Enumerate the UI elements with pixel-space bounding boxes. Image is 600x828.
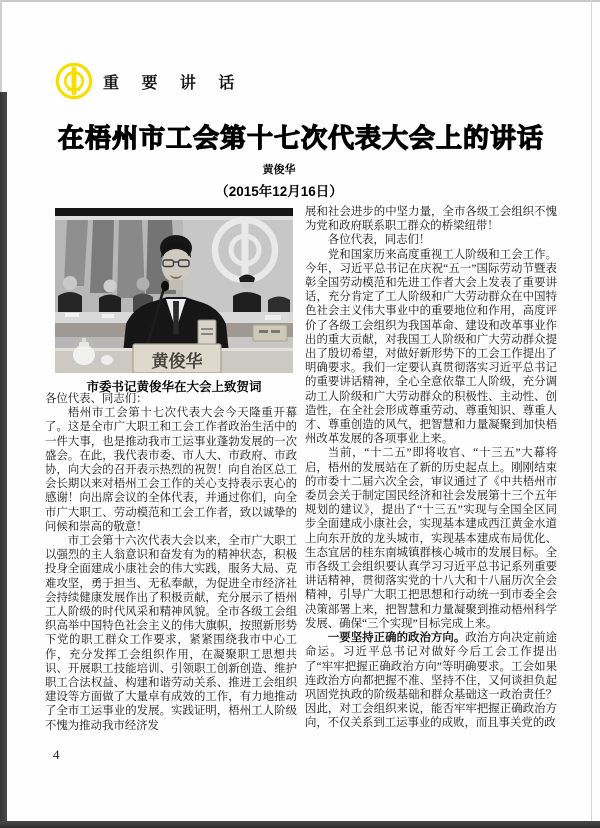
article-author: 黄俊华 — [262, 164, 296, 176]
scan-edge-right — [591, 0, 592, 828]
article-title: 在梧州市工会第十七次代表大会上的讲话 — [57, 123, 544, 153]
right-column — [305, 205, 557, 731]
page-number: 4 — [53, 747, 60, 762]
paragraph-right-3 — [305, 631, 557, 730]
salutation-left: 各位代表、同志们： — [45, 393, 148, 405]
section-lead: 一要坚持正确的政治方向。 — [327, 632, 466, 645]
photo-caption: 市委书记黄俊华在大会上致贺词 — [86, 380, 262, 394]
congress-photo — [55, 208, 293, 373]
section-label: 重 要 讲 话 — [103, 74, 244, 92]
paragraph-left-1: 梧州市工会第十七次代表大会今天隆重开幕了。这是全市广大职工和工会工作者政治生活中的一件大事，也是推动我市工运事业蓬勃发展的一次盛会。在此，我代表市委、市人大、市政府、市政协，向大会的召开表示热烈的祝贺！向自治区总工会长期以来对梧州工会工作的关心支持表示衷心的感谢！向出席会议的全体代表，并通过你们，向全市广大职工、劳动模范和工会工作者，致以诚挚的问候和崇高的敬意！ — [45, 407, 297, 533]
photo-nameplate: 黄俊华 — [151, 352, 203, 371]
section-rest: 政治方向决定前途命运。习近平总书记对做好今后工会工作提出了“牢牢把握正确政治方向”等明确要求。工会如果连政治方向都把握不准、坚持不住，又何谈担负起巩固党执政的阶级基础和群众基础这一政治责任？因此，对工会组织来说，能否牢牢把握正确政治方向，不仅关系到工运事业的成败，而且事关党的政 — [305, 632, 557, 730]
page-shadow-bottom — [0, 821, 600, 828]
congress-photo-image — [55, 208, 293, 373]
paragraph-right-1: 党和国家历来高度重视工人阶级和工会工作。今年，习近平总书记在庆祝“五一”国际劳动节暨表彰全国劳动模范和先进工作者大会上发表了重要讲话，充分肯定了工人阶级和广大劳动群众在中国特色社会主义伟大事业中的重要地位和作用，高度评价了各级工会组织为我国革命、建设和改革事业作出的重大贡献，对我国工人阶级和广大劳动群众提出了殷切希望，对做好新形势下的工会工作提出了明确要求。我们一定要认真贯彻落实习近平总书记的重要讲话精神，全心全意依靠工人阶级，充分调动工人阶级和广大劳动群众的积极性、主动性、创造性，在全社会形成尊重劳动、尊重知识、尊重人才、尊重创造的风气，把智慧和力量凝聚到加快梧州改革发展的各项事业上来。 — [305, 248, 557, 446]
paragraph-left-2: 市工会第十六次代表大会以来，全市广大职工以强烈的主人翁意识和奋发有为的精神状态，积极投身全面建成小康社会的伟大实践，服务大局、克难攻坚，勇于担当、无私奉献，为促进全市经济社会持续健康发展作出了积极贡献，充分展示了梧州工人阶级的时代风采和精神风貌。全市各级工会组织高举中国特色社会主义的伟大旗帜，按照新形势下党的职工群众工作要求，紧紧围绕我市中心工作，充分发挥工会组织作用，在凝聚职工思想共识、开展职工技能培训、引领职工创新创造、维护职工合法权益、构建和谐劳动关系、推进工会组织建设等方面做了大量卓有成效的工作，有力地推动了全市工运事业的发展。实践证明，梧州工人阶级不愧为推动我市经济发 — [45, 535, 297, 732]
article-date: （2015年12月16日） — [215, 184, 343, 199]
salutation-right: 各位代表，同志们！ — [327, 234, 431, 247]
paragraph-right-2: 当前，“十二五”即将收官、“十三五”大幕将启，梧州的发展站在了新的历史起点上。刚刚结束的市委十二届六次全会，审议通过了《中共梧州市委员会关于制定国民经济和社会发展第十三个五年规划的建议》，提出了“十三五”实现与全国全区同步全面建成小康社会，实现基本建成西江黄金水道上向东开放的龙头城市，实现基本建成布局优化、生态宜居的桂东南城镇群核心城市的发展目标。全市各级工会组织要认真学习习近平总书记系列重要讲话精神，贯彻落实党的十八大和十八届历次全会精神，引导广大职工把思想和行动统一到市委全会决策部署上来，把智慧和力量凝聚到推动梧州科学发展、确保“三个实现”目标完成上来。 — [305, 447, 557, 630]
left-column — [45, 392, 297, 733]
trade-union-logo-icon — [55, 62, 93, 100]
page-shadow-left — [0, 92, 7, 828]
scan-edge-top — [0, 0, 600, 2]
continuation-paragraph: 展和社会进步的中坚力量，全市各级工会组织不愧为党和政府联系职工群众的桥梁纽带！ — [305, 206, 557, 233]
section-header — [55, 60, 243, 102]
